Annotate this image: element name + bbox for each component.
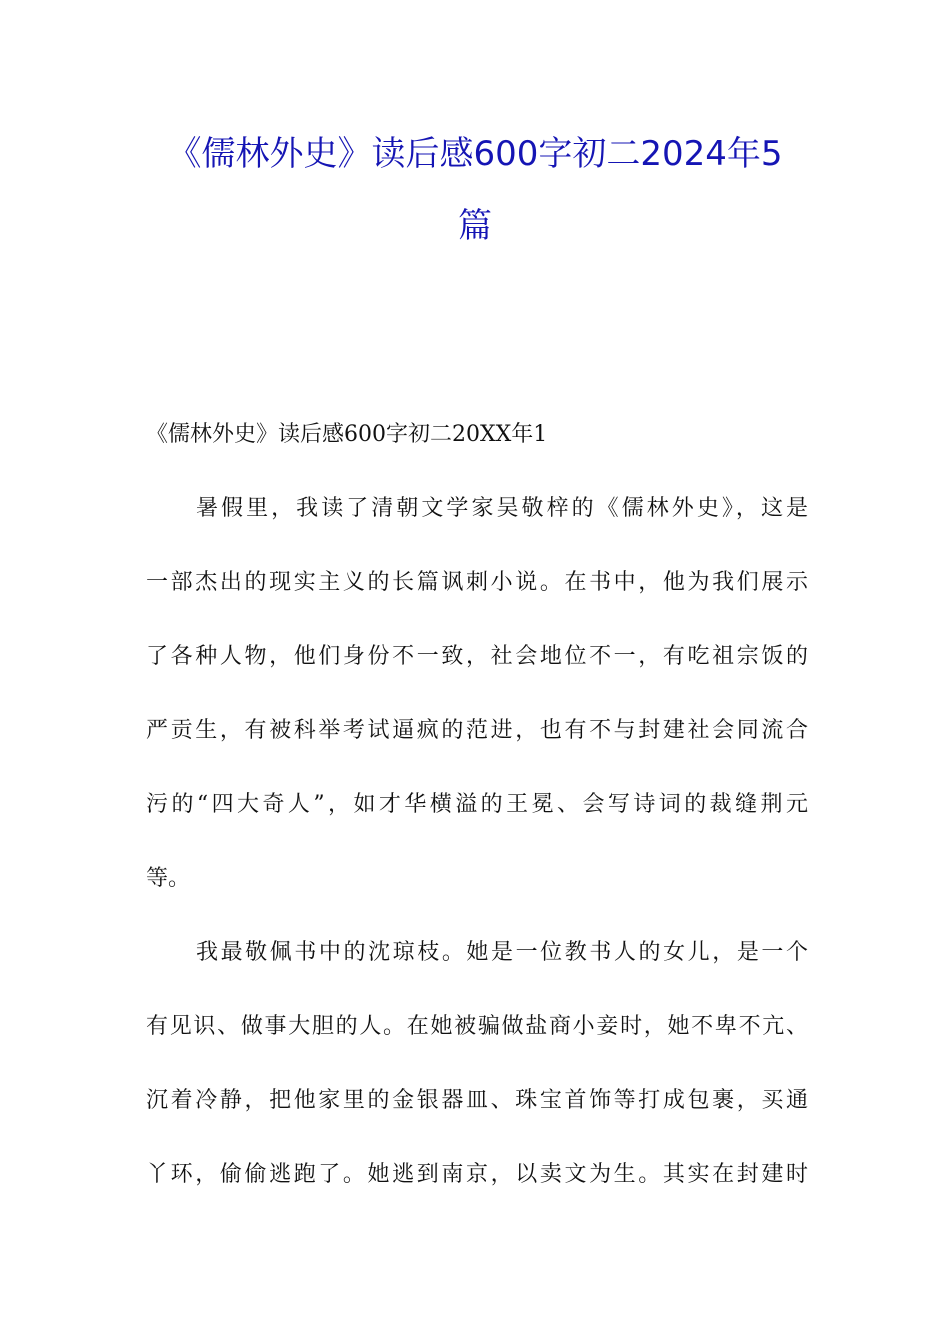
paragraph-2-line-3: 沉着冷静，把他家里的金银器皿、珠宝首饰等打成包裹，买通 <box>146 1088 808 1113</box>
paragraph-1-line-3: 了各种人物，他们身份不一致，社会地位不一，有吃祖宗饭的 <box>146 644 808 669</box>
paragraph-1-line-2: 一部杰出的现实主义的长篇讽刺小说。在书中，他为我们展示 <box>146 570 808 595</box>
document-title-line-1: 《儒林外史》读后感600字初二2024年5 <box>167 134 783 174</box>
paragraph-1-line-5: 污的“四大奇人”，如才华横溢的王冕、会写诗词的裁缝荆元 <box>146 792 808 817</box>
subheading: 《儒林外史》读后感600字初二20XX年1 <box>146 422 548 447</box>
document-title-line-2: 篇 <box>458 206 492 246</box>
paragraph-2-line-2: 有见识、做事大胆的人。在她被骗做盐商小妾时，她不卑不亢、 <box>146 1014 808 1039</box>
paragraph-2-line-4: 丫环，偷偷逃跑了。她逃到南京，以卖文为生。其实在封建时 <box>146 1162 808 1187</box>
paragraph-1-line-4: 严贡生，有被科举考试逼疯的范进，也有不与封建社会同流合 <box>146 718 808 743</box>
paragraph-1-line-1: 暑假里，我读了清朝文学家吴敬梓的《儒林外史》，这是 <box>196 496 808 521</box>
paragraph-2-line-1: 我最敬佩书中的沈琼枝。她是一位教书人的女儿，是一个 <box>196 940 808 965</box>
paragraph-1-line-6: 等。 <box>146 866 191 891</box>
